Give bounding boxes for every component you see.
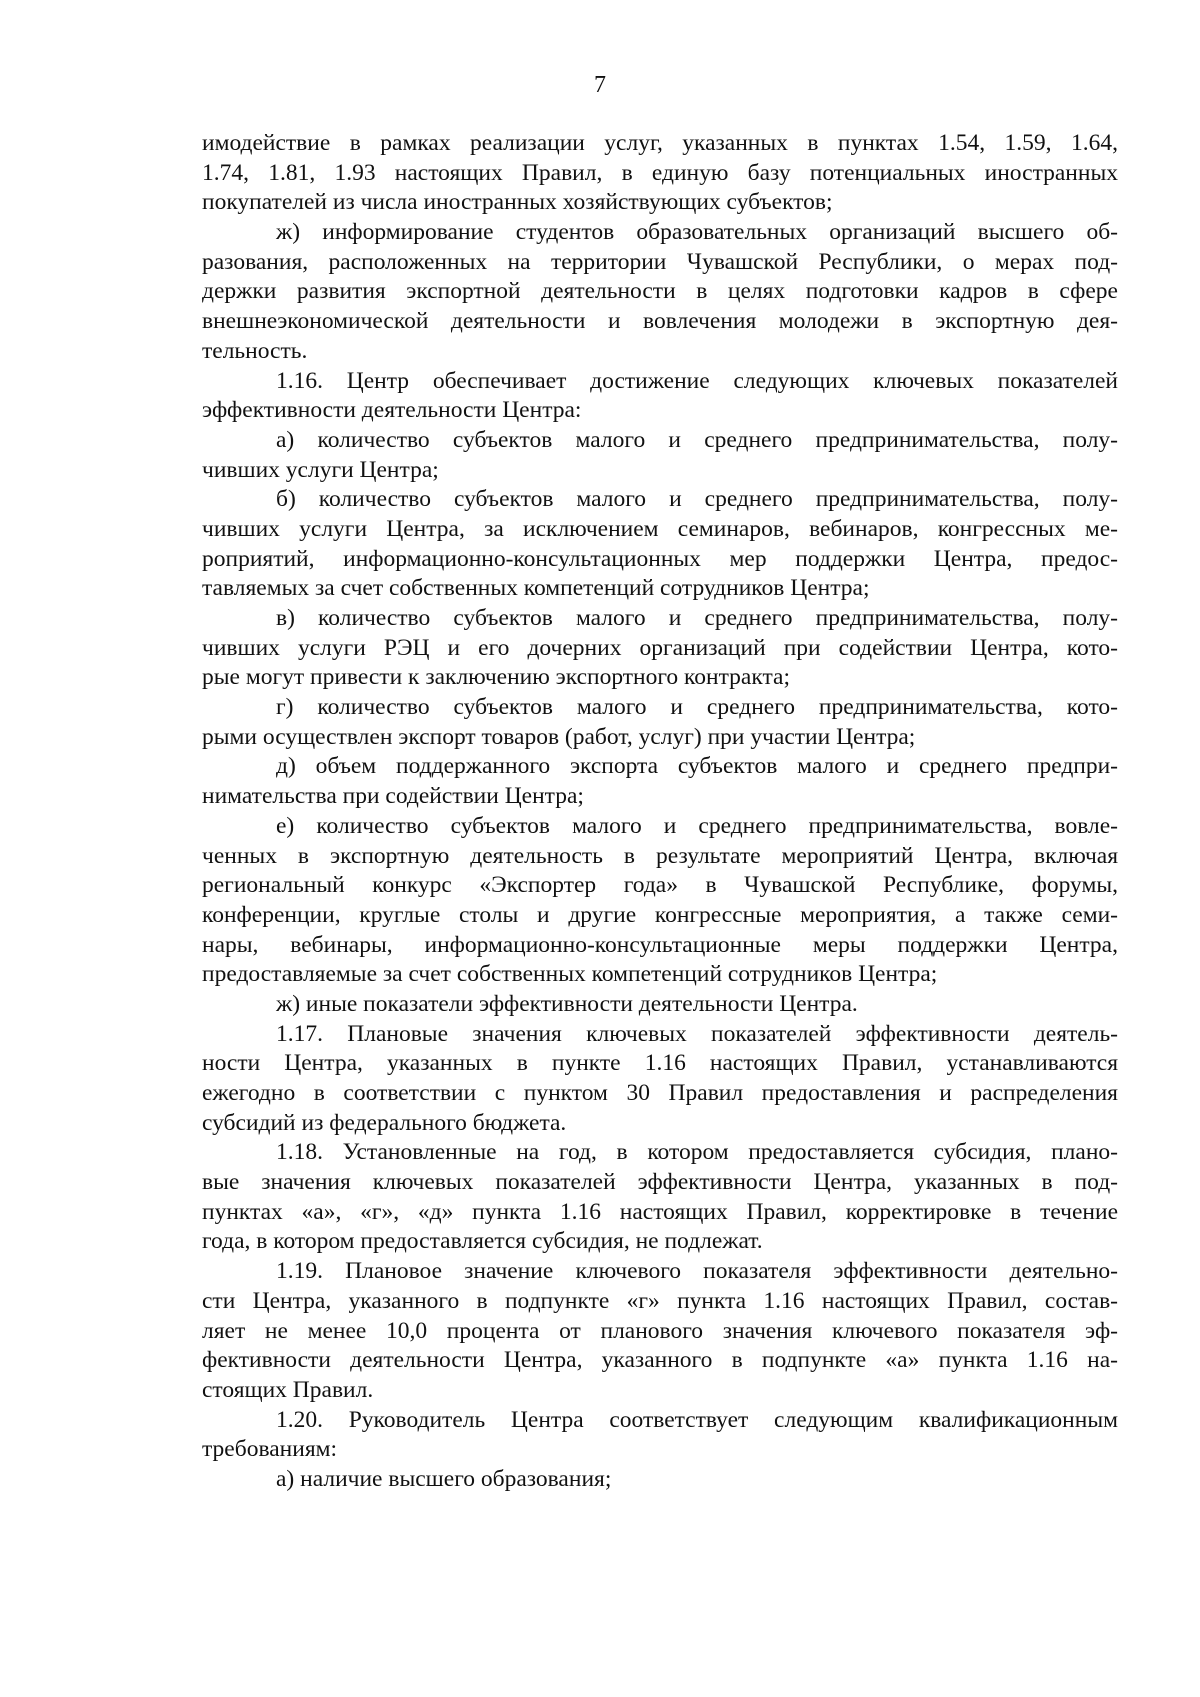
text-line: стоящих Правил. [202,1376,374,1403]
text-line: е) количество субъектов малого и среднего предпринимательства, вовле- [276,812,1118,839]
text-line: сти Центра, указанного в подпункте «г» пункта 1.16 настоящих Правил, состав- [202,1287,1118,1314]
text-line: ж) иные показатели эффективности деятельности Центра. [276,990,858,1017]
text-line: держки развития экспортной деятельности в целях подготовки кадров в сфере [202,278,1118,305]
text-line: субсидий из федерального бюджета. [202,1109,567,1136]
text-line: тавляемых за счет собственных компетенций сотрудников Центра; [202,575,870,602]
text-line: 1.16. Центр обеспечивает достижение следующих ключевых показателей [276,367,1118,394]
text-line: чивших услуги РЭЦ и его дочерних организаций при содействии Центра, кото- [202,634,1118,661]
page-number: 7 [594,72,606,98]
text-line: рыми осуществлен экспорт товаров (работ, услуг) при участии Центра; [202,723,916,750]
text-line: имодействие в рамках реализации услуг, указанных в пунктах 1.54, 1.59, 1.64, [202,130,1118,156]
text-line: б) количество субъектов малого и среднего предпринимательства, полу- [276,486,1118,513]
text-line: ж) информирование студентов образовательных организаций высшего об- [276,219,1118,246]
text-line: д) объем поддержанного экспорта субъектов малого и среднего предпри- [276,753,1118,780]
text-line: эффективности деятельности Центра: [202,397,582,424]
text-line: ежегодно в соответствии с пунктом 30 Правил предоставления и распределения [202,1080,1118,1106]
text-line: разования, расположенных на территории Чувашской Республики, о мерах под- [202,248,1118,275]
text-line: а) количество субъектов малого и среднего предпринимательства, полу- [276,426,1118,453]
text-line: вые значения ключевых показателей эффективности Центра, указанных в под- [202,1169,1118,1196]
document-body [202,129,1118,1495]
text-line: 1.17. Плановые значения ключевых показателей эффективности деятель- [276,1020,1118,1047]
text-line: роприятий, информационно-консультационных мер поддержки Центра, предос- [202,545,1118,572]
text-line: нары, вебинары, информационно-консультационные меры поддержки Центра, [202,931,1118,958]
text-line: г) количество субъектов малого и среднего предпринимательства, кото- [276,694,1118,721]
text-line: ляет не менее 10,0 процента от планового значения ключевого показателя эф- [202,1317,1118,1344]
text-line: рые могут привести к заключению экспортного контракта; [202,664,790,691]
text-line: ности Центра, указанных в пункте 1.16 настоящих Правил, устанавливаются [202,1050,1118,1077]
text-line: пунктах «а», «г», «д» пункта 1.16 настоящих Правил, корректировке в течение [202,1198,1118,1225]
text-line: 1.18. Установленные на год, в котором предоставляется субсидия, плано- [276,1139,1118,1166]
text-line: 1.20. Руководитель Центра соответствует следующим квалификационным [276,1406,1118,1433]
text-line: чивших услуги Центра, за исключением семинаров, вебинаров, конгрессных ме- [202,515,1118,542]
text-line: покупателей из числа иностранных хозяйствующих субъектов; [202,189,833,216]
text-line: региональный конкурс «Экспортер года» в Чувашской Республике, форумы, [202,872,1118,899]
text-line: ченных в экспортную деятельность в результате мероприятий Центра, включая [202,842,1118,869]
text-line: требованиям: [202,1436,338,1463]
text-line: чивших услуги Центра; [202,456,439,483]
text-line: года, в котором предоставляется субсидия, не подлежат. [202,1228,763,1255]
text-line: конференции, круглые столы и другие конгрессные мероприятия, а также семи- [202,901,1118,928]
text-line: а) наличие высшего образования; [276,1465,612,1492]
text-line: фективности деятельности Центра, указанного в подпункте «а» пункта 1.16 на- [202,1347,1118,1374]
text-line: в) количество субъектов малого и среднего предпринимательства, полу- [276,605,1118,631]
text-line: нимательства при содействии Центра; [202,783,584,810]
text-line: предоставляемые за счет собственных компетенций сотрудников Центра; [202,961,938,988]
text-line: 1.19. Плановое значение ключевого показателя эффективности деятельно- [276,1258,1118,1285]
text-line: тельность. [202,337,308,364]
text-line: 1.74, 1.81, 1.93 настоящих Правил, в единую базу потенциальных иностранных [202,159,1118,186]
text-line: внешнеэкономической деятельности и вовлечения молодежи в экспортную дея- [202,308,1118,335]
